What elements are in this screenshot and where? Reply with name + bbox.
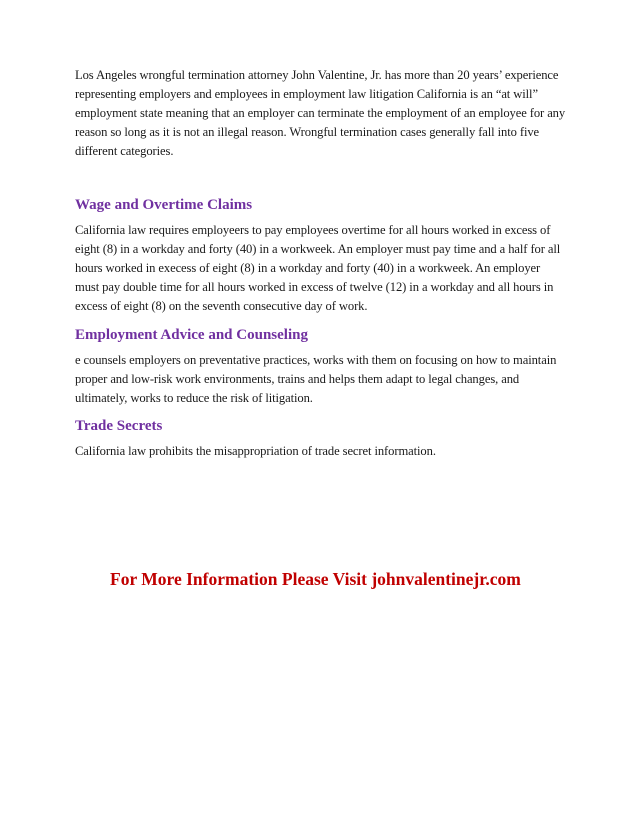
section-body-trade-secrets: California law prohibits the misappropriation of trade secret information. xyxy=(75,444,436,458)
more-info-link[interactable]: For More Information Please Visit johnvalentinejr.com xyxy=(110,569,521,589)
intro-paragraph: Los Angeles wrongful termination attorney John Valentine, Jr. has more than 20 years’ experience representing employers and employees in employment law litigation California is an “at will” employment state meaning that an employer can terminate the employment of an employee for any reason so long as it is not an illegal reason. Wrongful termination cases generally fall into five different categories. xyxy=(75,68,566,158)
section-heading-wage-overtime: Wage and Overtime Claims xyxy=(75,197,253,213)
section-body-wage-overtime: California law requires employeers to pay employees overtime for all hours worked in excess of eight (8) in a workday and forty (40) in a workweek. An employer must pay time and a half for all hours worked in execess of eight (8) in a workday and forty (40) in a workweek. An employer must pay double time for all hours worked in excess of twelve (12) in a workday and all hours in excess of eight (8) on the seventh consecutive day of work. xyxy=(75,223,561,313)
section-body-employment-advice: e counsels employers on preventative practices, works with them on focusing on how to maintain proper and low-risk work environments, trains and helps them adapt to legal changes, and ultimately, works to reduce the risk of litigation. xyxy=(75,353,557,405)
document-body xyxy=(75,66,567,461)
section-heading-trade-secrets: Trade Secrets xyxy=(75,418,163,434)
section-heading-employment-advice: Employment Advice and Counseling xyxy=(75,327,308,343)
